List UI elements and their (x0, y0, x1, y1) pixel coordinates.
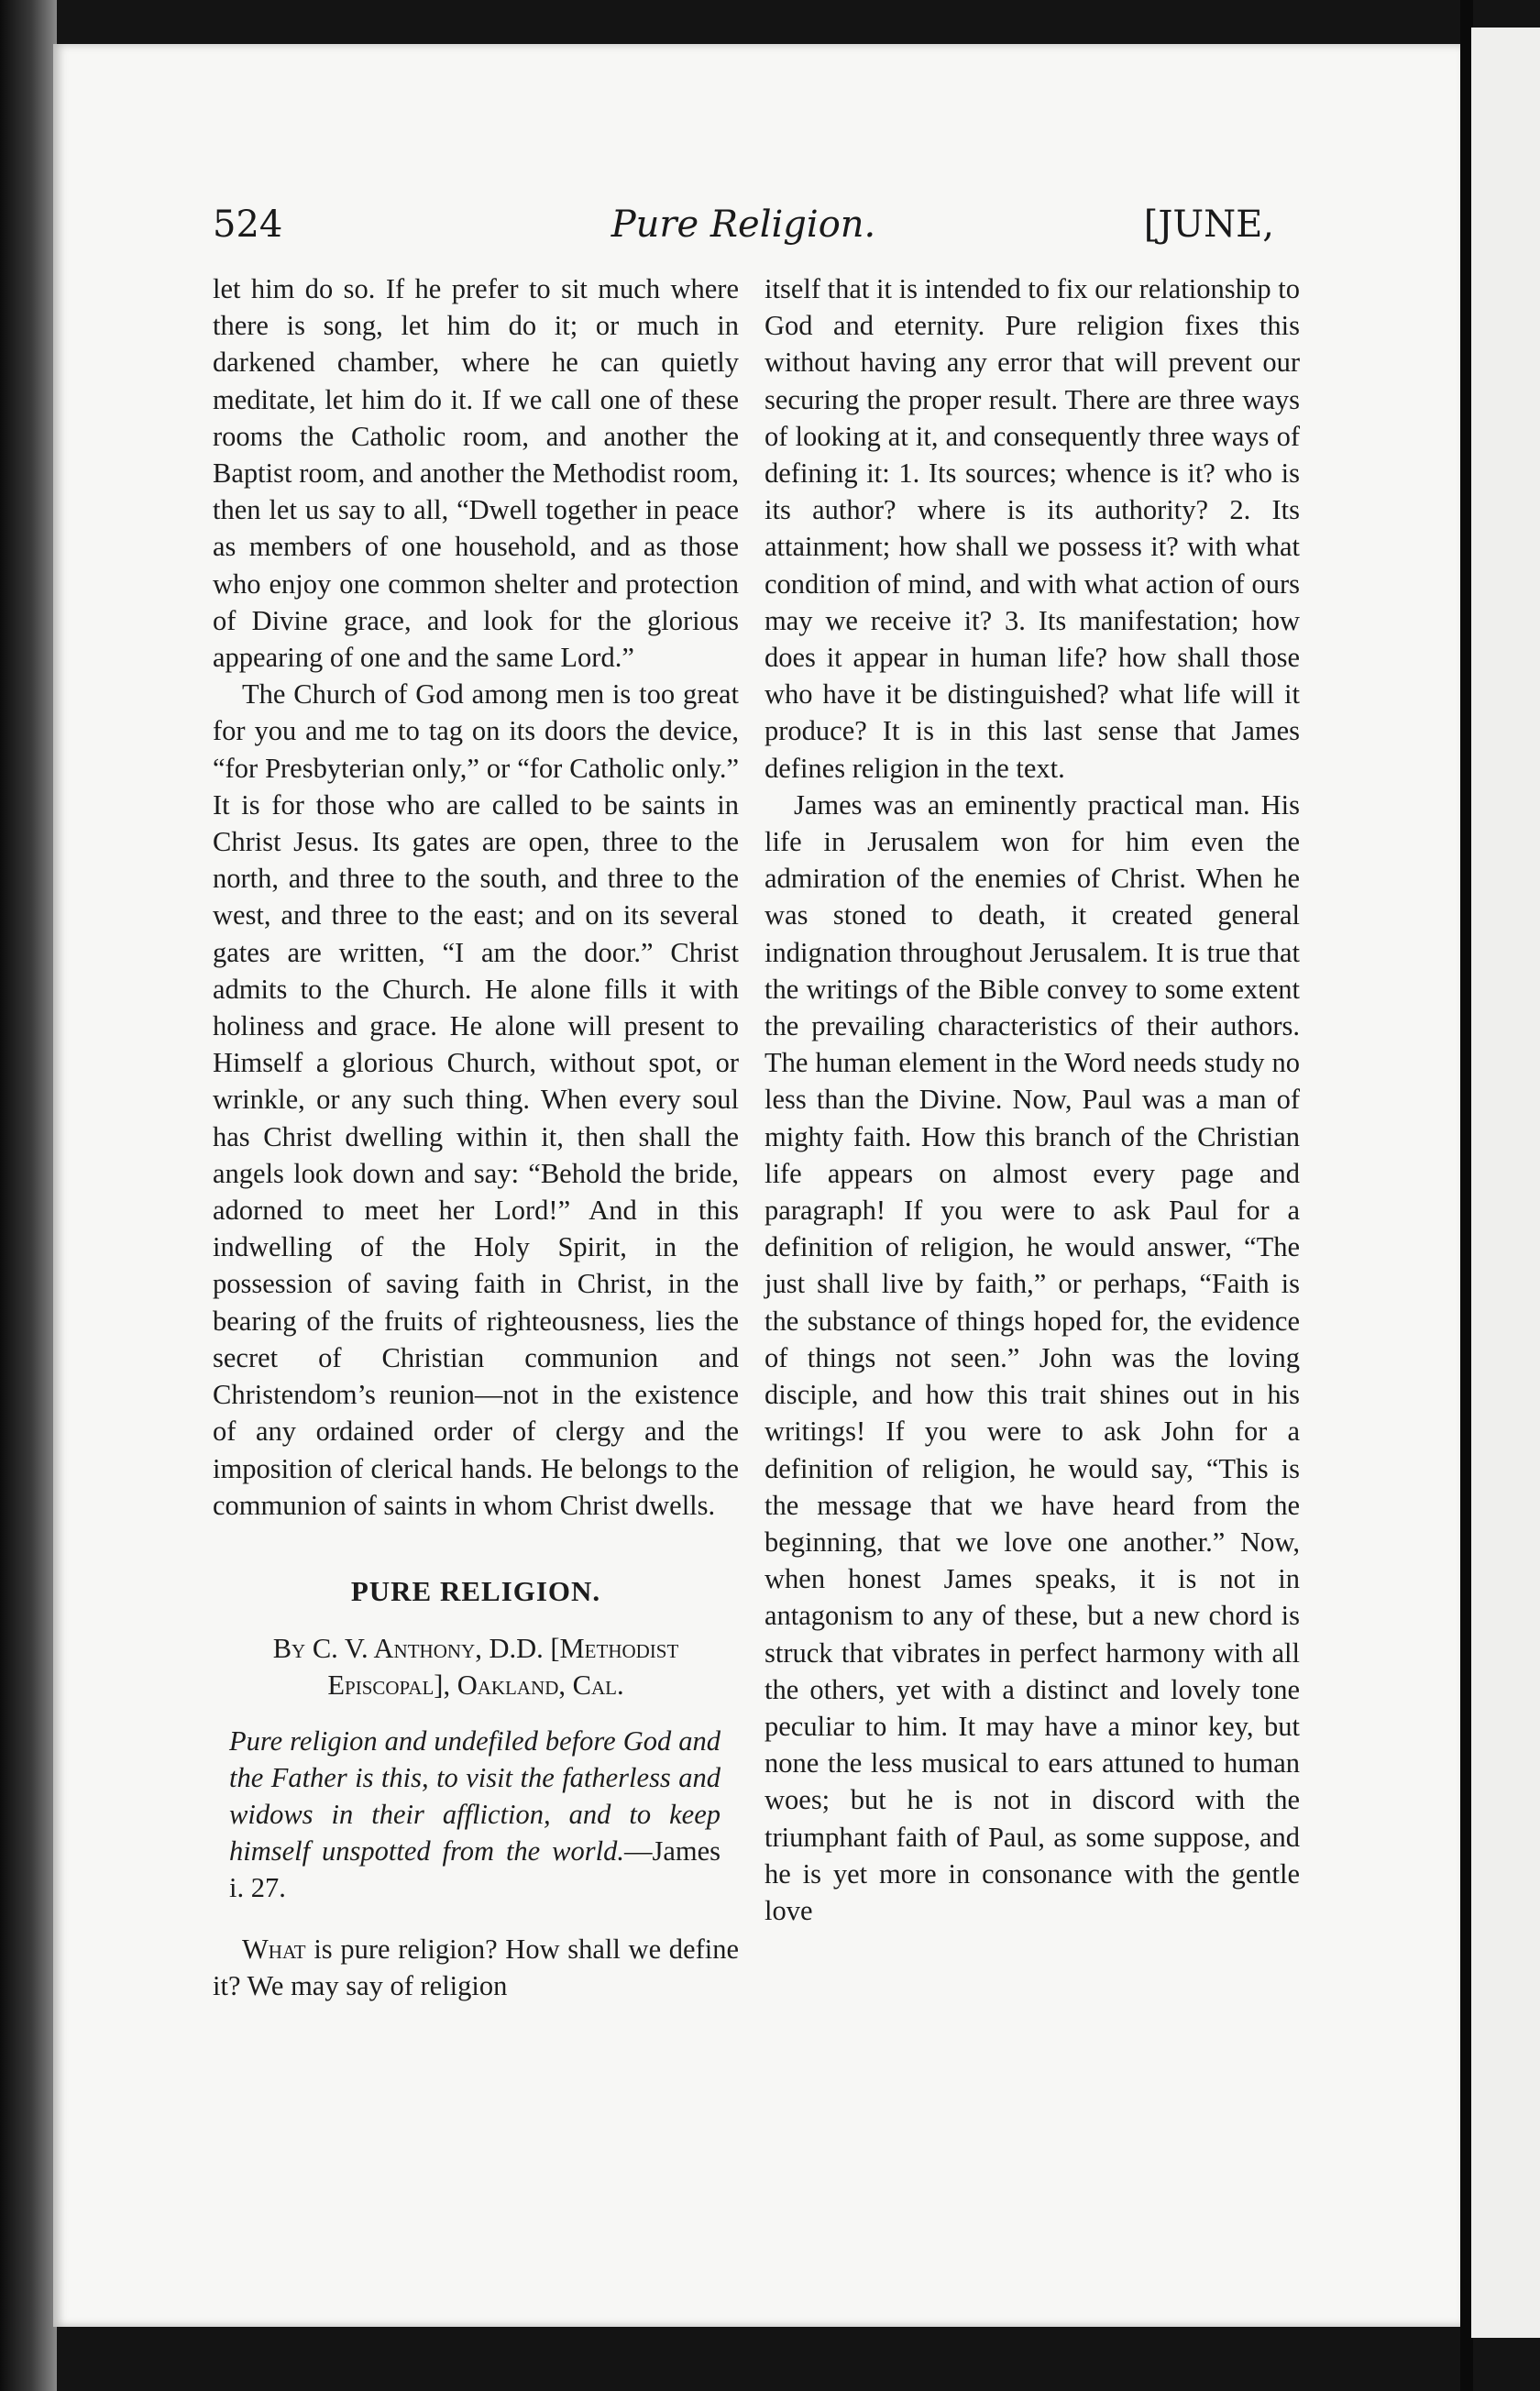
article-opening (213, 1931, 739, 2004)
article-opening-text: is pure religion? How shall we define it? We may say of religion (213, 1933, 739, 2001)
article-opening-word: What (242, 1933, 306, 1965)
right-column (764, 270, 1300, 1929)
adjacent-page-edge (1471, 28, 1540, 2338)
running-month: [JUNE, (1143, 204, 1274, 246)
running-title: Pure Religion. (610, 204, 876, 246)
epigraph (213, 1723, 739, 1907)
left-paragraph-2: The Church of God among men is too great for you and me to tag on its doors the device, “for Presbyterian only,” or “for Catholic only.” It is for those who are called to be saints in Christ Jesus. Its gates are open, three to the north, and three to the south, and three to the west, and three to the east; and on its several gates are written, “I am the door.” Christ admits to the Church. He alone fills it with holiness and grace. He alone will present to Himself a glorious Church, without spot, or wrinkle, or any such thing. When every soul has Christ dwelling within it, then shall the angels look down and say: “Behold the bride, adorned to meet her Lord!” And in this indwelling of the Holy Spirit, in the possession of saving faith in Christ, in the bearing of the fruits of righteousness, lies the secret of Christian communion and Christendom’s reunion—not in the existence of any ordained order of clergy and the imposition of clerical hands. He belongs to the communion of saints in whom Christ dwells. (213, 678, 739, 1521)
left-column (213, 270, 739, 2004)
left-paragraph-1: let him do so. If he prefer to sit much where there is song, let him do it; or much in darkened chamber, where he can quietly meditate, let him do it. If we call one of these rooms the Catholic room, and another the Baptist room, and another the Methodist room, then let us say to all, “Dwell together in peace as members of one household, and as those who enjoy one common shelter and protection of Divine grace, and look for the glorious appearing of one and the same Lord.” (213, 273, 739, 674)
running-header (213, 204, 1274, 259)
epigraph-text: Pure religion and undefiled before God and the Father is this, to visit the fatherless and widows in their affliction, and to keep himself unspotted from the world. (229, 1724, 720, 1868)
article-title: PURE RELIGION. (350, 1574, 601, 1607)
epigraph-reference: —James i. 27. (229, 1835, 720, 1904)
right-paragraph-1: itself that it is intended to fix our relationship to God and eternity. Pure religion fixes this without having any error that will prevent our securing the proper result. There are three ways of looking at it, and consequently three ways of defining it: 1. Its sources; whence is it? who is its author? where is its authority? 2. Its attainment; how shall we possess it? with what condition of mind, and with what action of ours may we receive it? 3. Its manifestation; how does it appear in human life? how shall those who have it be distinguished? what life will it produce? It is in this last sense that James defines religion in the text. (764, 273, 1300, 784)
article-byline: By C. V. Anthony, D.D. [Methodist Episcopal], Oakland, Cal. (272, 1633, 679, 1702)
right-paragraph-2: James was an eminently practical man. His life in Jerusalem won for him even the admiration of the enemies of Christ. When he was stoned to death, it created general indignation throughout Jerusalem. It is true that the writings of the Bible convey to some extent the prevailing characteristics of their authors. The human element in the Word needs study no less than the Divine. Now, Paul was a man of mighty faith. How this branch of the Christian life appears on almost every page and paragraph! If you were to ask Paul for a definition of religion, he would answer, “The just shall live by faith,” or perhaps, “Faith is the substance of things hoped for, the evidence of things not seen.” John was the loving disciple, and how this trait shines out in his writings! If you were to ask John for a definition of religion, he would say, “This is the message that we have heard from the beginning, that we love one another.” Now, when honest James speaks, it is not in antagonism to any of these, but a new chord is struck that vibrates in perfect harmony with all the others, yet with a distinct and lovely tone peculiar to him. It may have a minor key, but none the less musical to ears attuned to human woes; but he is not in discord with the triumphant faith of Paul, as some suppose, and he is yet more in consonance with the gentle love (764, 788, 1300, 1926)
scan-left-edge (0, 0, 57, 2391)
page-number: 524 (213, 204, 283, 246)
